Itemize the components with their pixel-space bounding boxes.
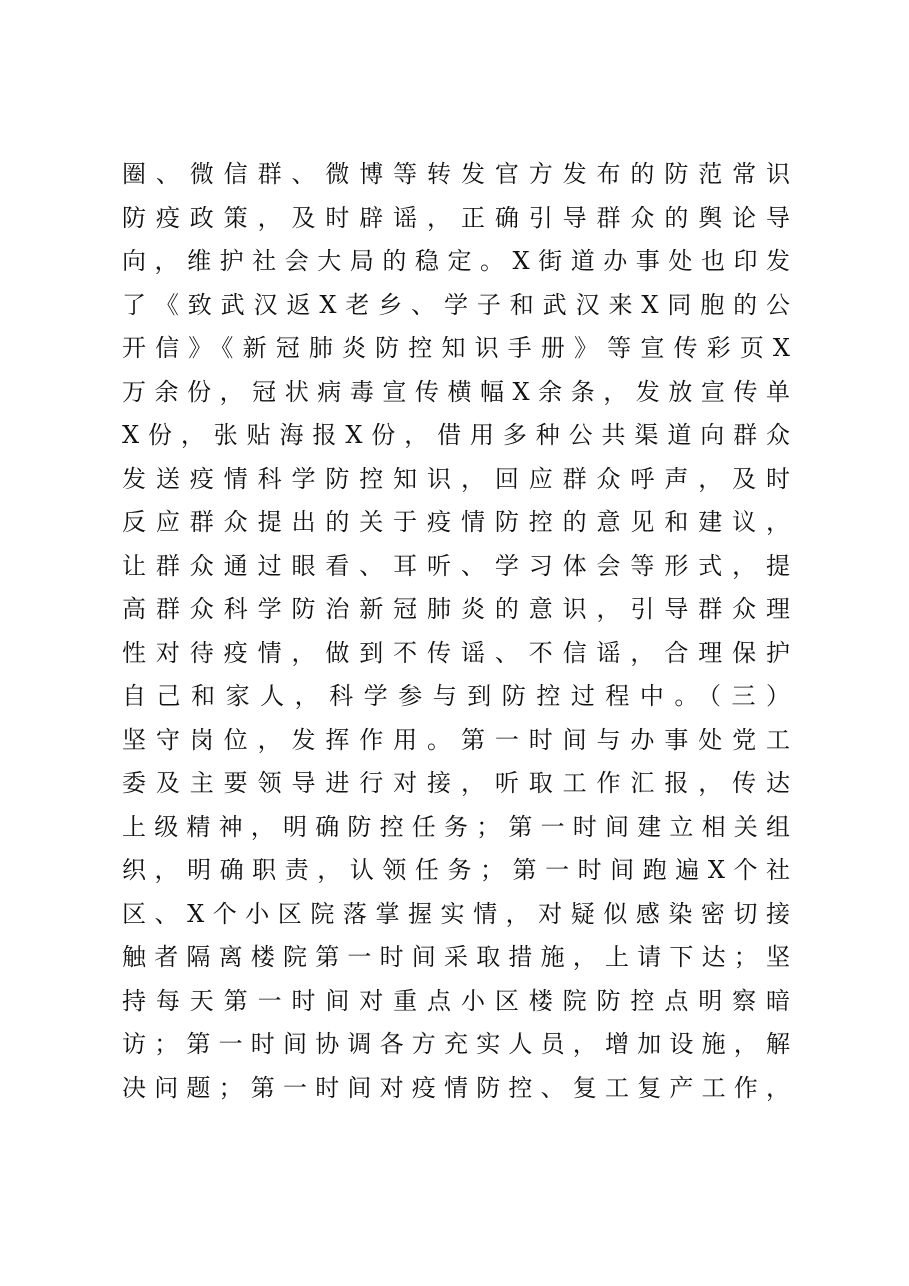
text-line: 向，维护社会大局的稳定。X街道办事处也印发 bbox=[122, 247, 790, 275]
text-line: 访；第一时间协调各方充实人员，增加设施，解 bbox=[122, 1030, 790, 1058]
text-line: 发送疫情科学防控知识，回应群众呼声，及时 bbox=[122, 464, 790, 493]
text-line: 圈、微信群、微博等转发官方发布的防范常识 bbox=[122, 160, 790, 188]
text-line: 开信》《新冠肺炎防控知识手册》等宣传彩页X bbox=[122, 334, 790, 362]
text-line: 触者隔离楼院第一时间采取措施，上请下达；坚 bbox=[122, 943, 790, 971]
text-line: 让群众通过眼看、耳听、学习体会等形式，提 bbox=[122, 551, 790, 580]
text-line: X份，张贴海报X份，借用多种公共渠道向群众 bbox=[122, 421, 790, 449]
text-line: 万余份，冠状病毒宣传横幅X余条，发放宣传单 bbox=[122, 377, 790, 406]
text-line: 防疫政策，及时辟谣，正确引导群众的舆论导 bbox=[122, 203, 790, 232]
text-line: 自己和家人，科学参与到防控过程中。（三） bbox=[122, 682, 790, 710]
text-line: 坚守岗位，发挥作用。第一时间与办事处党工 bbox=[122, 725, 790, 754]
text-line: 决问题；第一时间对疫情防控、复工复产工作， bbox=[122, 1073, 790, 1102]
text-line: 委及主要领导进行对接，听取工作汇报，传达 bbox=[122, 769, 790, 797]
text-line: 反应群众提出的关于疫情防控的意见和建议， bbox=[122, 508, 790, 536]
body-text bbox=[122, 153, 790, 1110]
text-line: 高群众科学防治新冠肺炎的意识，引导群众理 bbox=[122, 595, 790, 623]
text-line: 了《致武汉返X老乡、学子和武汉来X同胞的公 bbox=[122, 290, 790, 319]
text-line: 持每天第一时间对重点小区楼院防控点明察暗 bbox=[122, 986, 790, 1015]
text-line: 上级精神，明确防控任务；第一时间建立相关组 bbox=[122, 812, 790, 841]
text-line: 区、X个小区院落掌握实情，对疑似感染密切接 bbox=[122, 899, 790, 928]
text-line: 织，明确职责，认领任务；第一时间跑遍X个社 bbox=[122, 856, 790, 884]
text-line: 性对待疫情，做到不传谣、不信谣，合理保护 bbox=[122, 638, 790, 667]
